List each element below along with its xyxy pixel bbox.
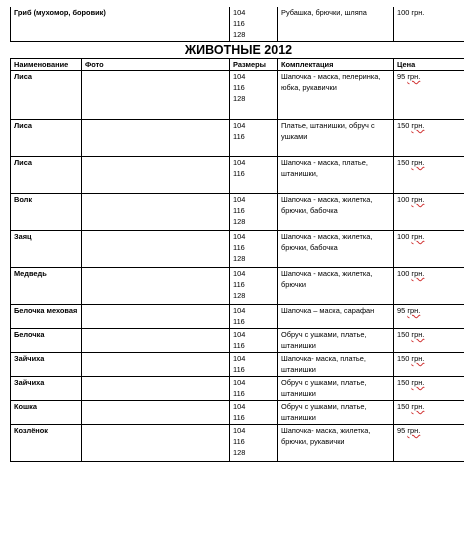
price-currency: грн.: [407, 306, 421, 315]
item-photo: [82, 71, 230, 120]
table-row: [11, 377, 464, 401]
price-currency: грн.: [411, 269, 425, 278]
item-price: [394, 305, 464, 329]
item-price: 100 грн.: [394, 7, 464, 42]
size-value: 116: [233, 317, 245, 326]
table-row: [11, 401, 464, 425]
table-row-mushroom: [11, 7, 464, 42]
item-price: [394, 401, 464, 425]
item-photo: [82, 157, 230, 194]
size-value: 116: [233, 365, 245, 374]
price-amount: 100: [397, 269, 410, 278]
table-row: [11, 329, 464, 353]
price-amount: 100: [397, 232, 410, 241]
item-photo: [82, 268, 230, 305]
size-value: 116: [233, 341, 245, 350]
item-photo: [82, 401, 230, 425]
section-title-row: [11, 42, 464, 59]
price-currency: грн.: [411, 402, 425, 411]
size-value: 104: [233, 8, 246, 17]
item-photo: [82, 329, 230, 353]
item-set: Рубашка, брючки, шляпа: [278, 7, 394, 42]
table-row: [11, 425, 464, 462]
size-value: 104: [233, 330, 246, 339]
size-value: 104: [233, 426, 246, 435]
item-set: Обруч с ушками, платье, штанишки: [278, 377, 394, 401]
price-currency: грн.: [411, 121, 425, 130]
item-name: Лиса: [11, 157, 82, 194]
price-currency: грн.: [411, 232, 425, 241]
item-set: Обруч с ушками, платье, штанишки: [278, 329, 394, 353]
item-price: [394, 377, 464, 401]
item-set: Шапочка - маска, платье, штанишки,: [278, 157, 394, 194]
item-set: Шапочка - маска, жилетка, брючки, бабочка: [278, 194, 394, 231]
item-name: Кошка: [11, 401, 82, 425]
price-amount: 150: [397, 402, 410, 411]
size-value: 104: [233, 121, 246, 130]
item-sizes: [230, 401, 278, 425]
item-price: [394, 71, 464, 120]
price-amount: 95: [397, 306, 406, 315]
price-currency: грн.: [411, 378, 425, 387]
table-row: [11, 305, 464, 329]
price-currency: грн.: [407, 426, 421, 435]
item-set: Обруч с ушками, платье, штанишки: [278, 401, 394, 425]
price-list-sheet: [10, 7, 464, 462]
table-row: [11, 120, 464, 157]
item-photo: [82, 120, 230, 157]
size-value: 116: [233, 389, 245, 398]
item-price: [394, 268, 464, 305]
item-photo: [82, 425, 230, 462]
size-value: 104: [233, 195, 246, 204]
header-name: Наименование: [11, 59, 82, 71]
size-value: 116: [233, 83, 245, 92]
size-value: 116: [233, 280, 245, 289]
size-value: 128: [233, 291, 246, 300]
price-table: [10, 7, 464, 462]
item-name: Медведь: [11, 268, 82, 305]
price-amount: 150: [397, 354, 410, 363]
item-set: Шапочка – маска, сарафан: [278, 305, 394, 329]
item-photo: [82, 231, 230, 268]
item-name: Белочка: [11, 329, 82, 353]
size-value: 104: [233, 306, 246, 315]
section-title: ЖИВОТНЫЕ 2012: [11, 42, 464, 59]
item-name: Лиса: [11, 120, 82, 157]
size-value: 104: [233, 232, 246, 241]
size-value: 104: [233, 72, 246, 81]
item-set: Шапочка - маска, жилетка, брючки, бабочка: [278, 231, 394, 268]
size-value: 128: [233, 94, 246, 103]
item-sizes: [230, 329, 278, 353]
size-value: 104: [233, 402, 246, 411]
item-set: Шапочка- маска, жилетка, брючки, рукавички: [278, 425, 394, 462]
price-amount: 150: [397, 158, 410, 167]
size-value: 128: [233, 30, 246, 39]
item-sizes: [230, 425, 278, 462]
item-set: Платье, штанишки, обруч с ушками: [278, 120, 394, 157]
table-row: [11, 157, 464, 194]
item-price: [394, 157, 464, 194]
header-photo: Фото: [82, 59, 230, 71]
header-set: Комплектация: [278, 59, 394, 71]
header-row: [11, 59, 464, 71]
price-amount: 150: [397, 121, 410, 130]
size-value: 116: [233, 413, 245, 422]
item-name: Волк: [11, 194, 82, 231]
table-row: [11, 194, 464, 231]
item-name: Заяц: [11, 231, 82, 268]
item-price: [394, 194, 464, 231]
size-value: 104: [233, 158, 246, 167]
item-set: Шапочка - маска, жилетка, брючки: [278, 268, 394, 305]
header-price: Цена: [394, 59, 464, 71]
item-sizes: [230, 120, 278, 157]
item-sizes: [230, 353, 278, 377]
item-photo: [82, 194, 230, 231]
price-currency: грн.: [411, 158, 425, 167]
price-amount: 95: [397, 426, 406, 435]
price-amount: 150: [397, 378, 410, 387]
size-value: 104: [233, 354, 246, 363]
item-sizes: [230, 157, 278, 194]
table-row: [11, 71, 464, 120]
item-sizes: [230, 7, 278, 42]
item-photo: [82, 377, 230, 401]
header-sizes: Размеры: [230, 59, 278, 71]
item-name: Зайчиха: [11, 353, 82, 377]
item-photo: [82, 305, 230, 329]
size-value: 104: [233, 378, 246, 387]
item-price: [394, 329, 464, 353]
size-value: 116: [233, 206, 245, 215]
item-name: Козлёнок: [11, 425, 82, 462]
size-value: 128: [233, 217, 246, 226]
table-row: [11, 231, 464, 268]
size-value: 104: [233, 269, 246, 278]
price-amount: 95: [397, 72, 406, 81]
item-price: [394, 120, 464, 157]
item-sizes: [230, 268, 278, 305]
size-value: 116: [233, 19, 245, 28]
table-row: [11, 268, 464, 305]
item-price: [394, 425, 464, 462]
item-sizes: [230, 194, 278, 231]
price-amount: 150: [397, 330, 410, 339]
item-photo: [82, 353, 230, 377]
item-name: Зайчиха: [11, 377, 82, 401]
size-value: 128: [233, 448, 246, 457]
table-row: [11, 353, 464, 377]
price-currency: грн.: [411, 354, 425, 363]
size-value: 128: [233, 254, 246, 263]
price-amount: 100: [397, 195, 410, 204]
item-price: [394, 353, 464, 377]
price-currency: грн.: [411, 330, 425, 339]
item-set: Шапочка - маска, пелеринка, юбка, рукавички: [278, 71, 394, 120]
item-sizes: [230, 377, 278, 401]
item-set: Шапочка- маска, платье, штанишки: [278, 353, 394, 377]
size-value: 116: [233, 132, 245, 141]
size-value: 116: [233, 437, 245, 446]
item-name: Белочка меховая: [11, 305, 82, 329]
item-sizes: [230, 71, 278, 120]
item-sizes: [230, 305, 278, 329]
price-currency: грн.: [411, 195, 425, 204]
item-name: Лиса: [11, 71, 82, 120]
size-value: 116: [233, 169, 245, 178]
price-currency: грн.: [407, 72, 421, 81]
size-value: 116: [233, 243, 245, 252]
item-sizes: [230, 231, 278, 268]
item-name: Гриб (мухомор, боровик): [11, 7, 230, 42]
item-price: [394, 231, 464, 268]
